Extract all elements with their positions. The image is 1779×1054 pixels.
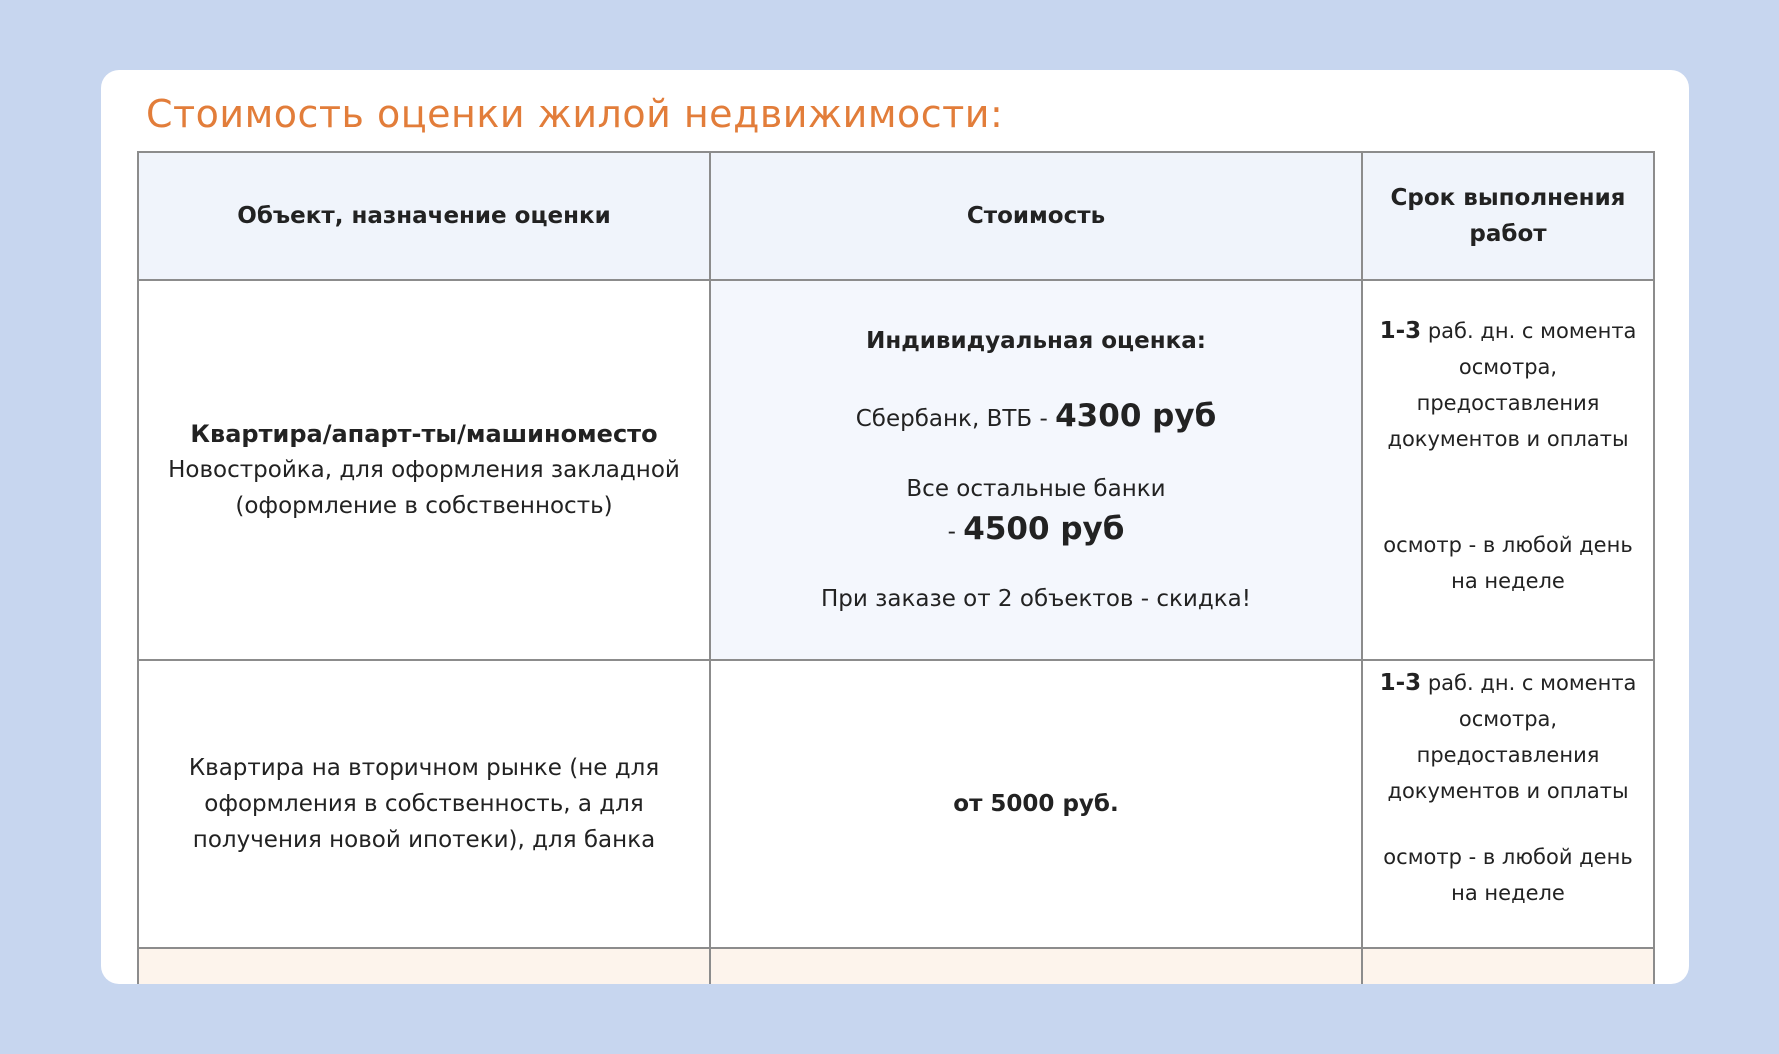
term-description: раб. дн. с момента осмотра, предоставления документов и оплаты [1387, 319, 1637, 451]
object-description: Новостройка, для оформления закладной (оформление в собственность) [168, 457, 680, 519]
empty-cell [710, 948, 1362, 984]
price-cell [710, 660, 1362, 948]
header-price: Стоимость [710, 152, 1362, 280]
term-cell [1362, 280, 1654, 660]
object-cell [138, 660, 710, 948]
term-text [1369, 665, 1647, 809]
term-description: раб. дн. с момента осмотра, предоставления документов и оплаты [1387, 671, 1637, 803]
discount-note: При заказе от 2 объектов - скидка! [821, 586, 1251, 612]
term-cell [1362, 660, 1654, 948]
price-dash: - [947, 519, 964, 545]
price-cell [710, 280, 1362, 660]
term-text [1369, 313, 1647, 457]
object-cell [138, 280, 710, 660]
object-description: Квартира на вторичном рынке (не для оформления в собственность, а для получения новой ипотеки), для банка [188, 755, 660, 853]
content-card [101, 70, 1689, 984]
price-line-other-banks [717, 509, 1355, 552]
header-term: Срок выполнения работ [1362, 152, 1654, 280]
table-row [138, 660, 1654, 948]
price-heading: Индивидуальная оценка: [866, 328, 1206, 354]
price-value: от 5000 руб. [953, 791, 1119, 817]
price-value: 4500 руб [963, 511, 1125, 547]
table-row [138, 280, 1654, 660]
term-visit: осмотр - в любой день на неделе [1383, 845, 1633, 905]
table-row-partial [138, 948, 1654, 984]
term-days: 1-3 [1379, 318, 1422, 344]
table-header-row [138, 152, 1654, 280]
price-label-other-banks: Все остальные банки [906, 476, 1166, 502]
price-line-sber-vtb [717, 396, 1355, 439]
pricing-table [137, 151, 1655, 984]
page-title: Стоимость оценки жилой недвижимости: [146, 92, 1004, 136]
empty-cell [1362, 948, 1654, 984]
header-object: Объект, назначение оценки [138, 152, 710, 280]
price-label: Сбербанк, ВТБ - [855, 406, 1056, 432]
object-title: Квартира/апарт-ты/машиноместо [190, 420, 658, 448]
term-days: 1-3 [1379, 670, 1422, 696]
empty-cell [138, 948, 710, 984]
price-value: 4300 руб [1055, 398, 1217, 434]
term-visit: осмотр - в любой день на неделе [1383, 533, 1633, 593]
